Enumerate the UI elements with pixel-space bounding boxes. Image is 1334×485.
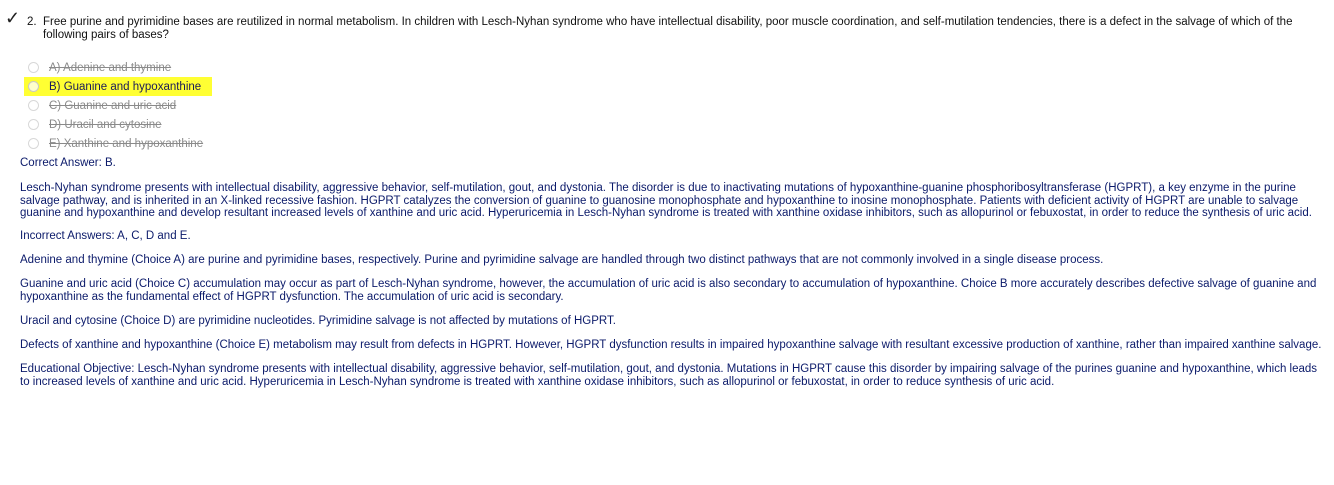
radio-button-icon[interactable] [28,81,39,92]
explanation-choice-a: Adenine and thymine (Choice A) are purine and pyrimidine bases, respectively. Purine and pyrimidine salvage are handled through two distinct pathways that are not commonly involved in a single disease process. [20,254,1104,266]
correct-answer-label: Correct Answer: B. [20,157,116,169]
explanation-choice-e: Defects of xanthine and hypoxanthine (Choice E) metabolism may result from defects in HGPRT. However, HGPRT dysfunction results in impaired hypoxanthine salvage with resultant excessive production of xanthine, rather than impaired xanthine salvage. [20,339,1322,351]
option-a[interactable] [24,58,212,77]
radio-button-icon[interactable] [28,100,39,111]
option-b[interactable] [24,77,212,96]
option-label: D) Uracil and cytosine [49,118,162,131]
radio-button-icon[interactable] [28,138,39,149]
question-number: 2. [27,16,37,28]
option-label: E) Xanthine and hypoxanthine [49,137,204,150]
checkmark-icon: ✓ [5,8,21,28]
explanation-paragraph: Lesch-Nyhan syndrome presents with intellectual disability, aggressive behavior, self-mutilation, gout, and dystonia. The disorder is due to inactivating mutations of hypoxanthine-guanine phosphoribosyltransferase (HGPRT), a key enzyme in the purine salvage pathway, and is inherited in an X-linked recessive fashion. HGPRT catalyzes the conversion of guanine to guanosine monophosphate and hypoxanthine to inosine monophosphate. Patients with deficient activity of HGPRT are unable to salvage guanine and hypoxanthine and develop resultant increased levels of xanthine and uric acid. Hyperuricemia in Lesch-Nyhan syndrome is treated with xanthine oxidase inhibitors, such as allopurinol or febuxostat, in order to reduce the synthesis of uric acid. [20,182,1312,220]
radio-button-icon[interactable] [28,119,39,130]
incorrect-answers-label: Incorrect Answers: A, C, D and E. [20,230,191,242]
radio-button-icon[interactable] [28,62,39,73]
question-stem: Free purine and pyrimidine bases are reutilized in normal metabolism. In children with Lesch-Nyhan syndrome who have intellectual disability, poor muscle coordination, and self-mutilation tendencies, there is a defect in the salvage of which of the following pairs of bases? [43,16,1293,41]
explanation-choice-c: Guanine and uric acid (Choice C) accumulation may occur as part of Lesch-Nyhan syndrome, however, the accumulation of uric acid is also secondary to accumulation of hypoxanthine. Choice B more accurately describes defective salvage of guanine and hypoxanthine as the fundamental effect of HGPRT dysfunction. The accumulation of uric acid is secondary. [20,278,1317,303]
option-d[interactable] [24,115,212,134]
option-c[interactable] [24,96,212,115]
answer-options [24,58,212,153]
option-label: A) Adenine and thymine [49,61,172,74]
option-label: B) Guanine and hypoxanthine [49,80,202,93]
option-label: C) Guanine and uric acid [49,99,177,112]
option-e[interactable] [24,134,212,153]
educational-objective: Educational Objective: Lesch-Nyhan syndrome presents with intellectual disability, aggressive behavior, self-mutilation, gout, and dystonia. Mutations in HGPRT cause this disorder by impairing salvage of the purines guanine and hypoxanthine, which leads to increased levels of xanthine and uric acid. Hyperuricemia in Lesch-Nyhan syndrome is treated with xanthine oxidase inhibitors, such as allopurinol or febuxostat, in order to reduce synthesis of uric acid. [20,363,1318,388]
explanation-choice-d: Uracil and cytosine (Choice D) are pyrimidine nucleotides. Pyrimidine salvage is not affected by mutations of HGPRT. [20,315,616,327]
